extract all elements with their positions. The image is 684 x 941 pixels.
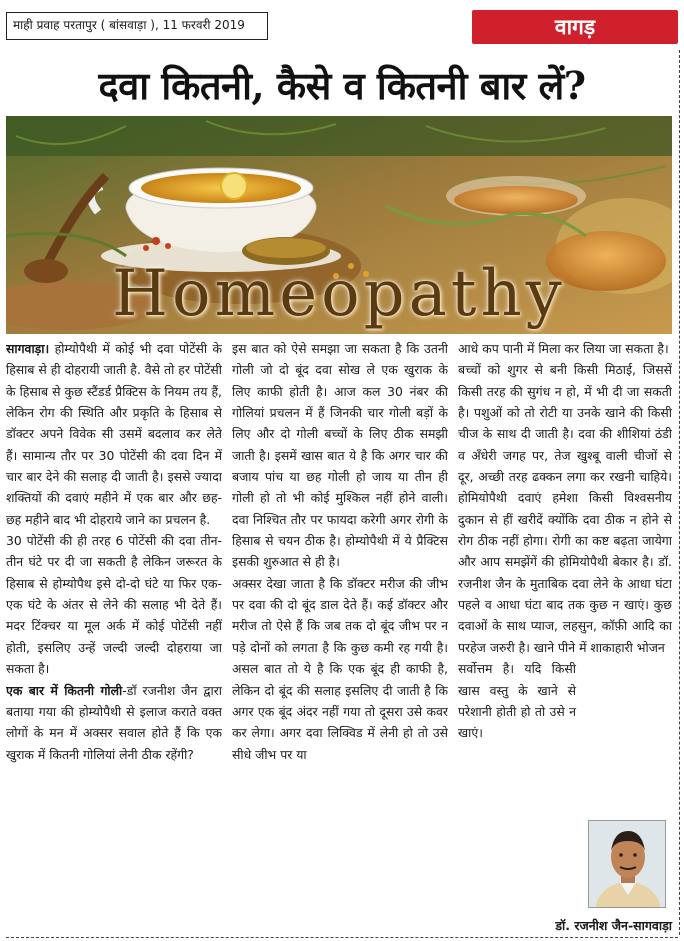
- article-paragraph: अक्सर देखा जाता है कि डॉक्टर मरीज की जीभ पर दवा की दो बूंद डाल देते हैं। कई डॉक्टर और मरीज तो ऐसे हैं कि जब तक दो बूंद जीभ पर न पड़े दोनों को लगता है कि कुछ कमी रह गयी है। असल बात तो ये है कि एक बूंद ही काफी है, लेकिन दो बूंद की सलाह इसलिए दी जाती है कि अगर एक बूंद अंदर नहीं गया तो दूसरा उसे कवर कर लेगा। अगर दवा लिक्विड में लेनी हो तो उसे सीधे जीभ पर या: [232, 575, 448, 762]
- edition-dateline: माही प्रवाह परतापुर ( बांसवाड़ा ), 11 फरवरी 2019: [6, 12, 268, 40]
- homeopathy-photo: [6, 116, 672, 334]
- paragraph-text: होम्योपैथी में कोई भी दवा पोटेंसी के हिसाब से ही दोहरायी जाती है. वैसे तो हर पोटेंसी के हिसाब से कुछ स्टैंडर्ड प्रैक्टिस के नियम तय हैं, लेकिन रोग की स्थिति और प्रकृति के हिसाब से डॉक्टर अपने विवेक सी उसमें बदलाव कर लेते हैं। सामान्य तौर पर 30 पोटेंसी की दवा दिन में चार बार देने की सलाह दी जाती है। इससे ज्यादा शक्तियों की दवाएं महीने में एक बार और छह-छह महीने बाद भी दोहराये जाने का प्रचलन है.: [6, 341, 222, 527]
- article-paragraph: [6, 338, 222, 530]
- paragraph-text: -डॉ रजनीश जैन द्वारा बताया गया की होम्योपैथी से इलाज कराते वक्त लोगों के मन में अक्सर सवाल होते हैं कि एक खुराक में कितनी गोलियां लेनी ठीक रहेंगी?: [6, 682, 222, 762]
- article-paragraph: आधे कप पानी में मिला कर लिया जा सकता है।: [458, 341, 669, 356]
- page-border-right: [679, 50, 680, 935]
- headline: दवा कितनी, कैसे व कितनी बार लें?: [98, 63, 586, 108]
- article-paragraph: बच्चों को शुगर से बनी किसी मिठाई, जिससें किसी तरह की सुगंध न हो, में भी दी जा सकती है। पशुओं को तो रोटी या उनके खाने की किसी चीज के साथ दी जाती है। दवा की शीशियां ठंडी व अँधेरी जगह पर, तेज खुश्बू वाली चीजों से दूर, अच्छी तरह ढक्कन लगा कर रखनी चाहिये। होमियोपैथी दवाएं हमेशा किसी विश्वसनीय दुकान से हीं खरीदें क्योंकि दवा ठीक न होने से रोग ठीक नहीं होगा। रोगी का कष्ट बढ़ता जायेगा और आप समझेंगें की होमियोपैथी बेकार है। डॉ. रजनीश जैन के मुताबिक दवा लेने के आधा घंटा पहले व आधा घंटा बाद तक कुछ न खाएं। कुछ दवाओं के साथ प्याज, लहसुन, कॉफ़ी आदि का परहेज जरुरी है। खाने पीने में शाकाहारी भोजन: [458, 362, 672, 655]
- article-paragraph: सर्वोत्तम है। यदि किसी खास वस्तु के खाने से परेशानी होती हो तो उसे न खाएं।: [458, 661, 576, 741]
- article-column-1: [6, 338, 222, 932]
- author-portrait: [589, 821, 666, 908]
- article-column-2: [232, 338, 448, 932]
- author-photo: [588, 820, 666, 908]
- author-byline: डॉ. रजनीश जैन-सागवाड़ा: [555, 918, 672, 933]
- section-tag: वागड़: [472, 10, 678, 44]
- article-dateline: सागवाड़ा।: [6, 341, 50, 356]
- article-paragraph: 30 पोटेंसी की ही तरह 6 पोटेंसी की दवा तीन-तीन घंटे पर दी जा सकती है लेकिन जरूरत के हिसाब से होम्योपैथ इसे दो-दो घंटे या फिर एक-एक घंटे के अंतर से लेने की सलाह भी देते हैं। मदर टिंक्चर या मूल अर्क में कोई पोटेंसी नहीं होती, इसलिए उन्हें जल्दी जल्दी दोहराया जा सकता है।: [6, 533, 222, 677]
- masthead: [6, 6, 678, 50]
- article-paragraph: इस बात को ऐसे समझा जा सकता है कि उतनी गोली जो दो बूंद दवा सोख ले एक खुराक के लिए काफी होती है। आज कल 30 नंबर की गोलियां प्रचलन में हैं जिनकी चार गोली बड़ों के लिए और दो गोली बच्चों के लिए ठीक समझी जाती है। इसमें खास बात ये है कि अगर चार की बजाय पांच या छह गोली हो जाय या तीन ही गोली हो तो भी कोई मुश्किल नहीं होने वाली। दवा निश्चित तौर पर फायदा करेगी अगर रोगी के हिसाब से चयन ठीक है। होम्योपैथी में ये प्रैक्टिस इसकी शुरुआत से ही है।: [232, 341, 448, 570]
- photo-caption: Homeopathy: [112, 257, 566, 331]
- subheading: एक बार में कितनी गोली: [6, 682, 123, 698]
- article-body: [6, 338, 672, 932]
- page-border-bottom: [6, 937, 678, 938]
- article-paragraph: [6, 680, 222, 765]
